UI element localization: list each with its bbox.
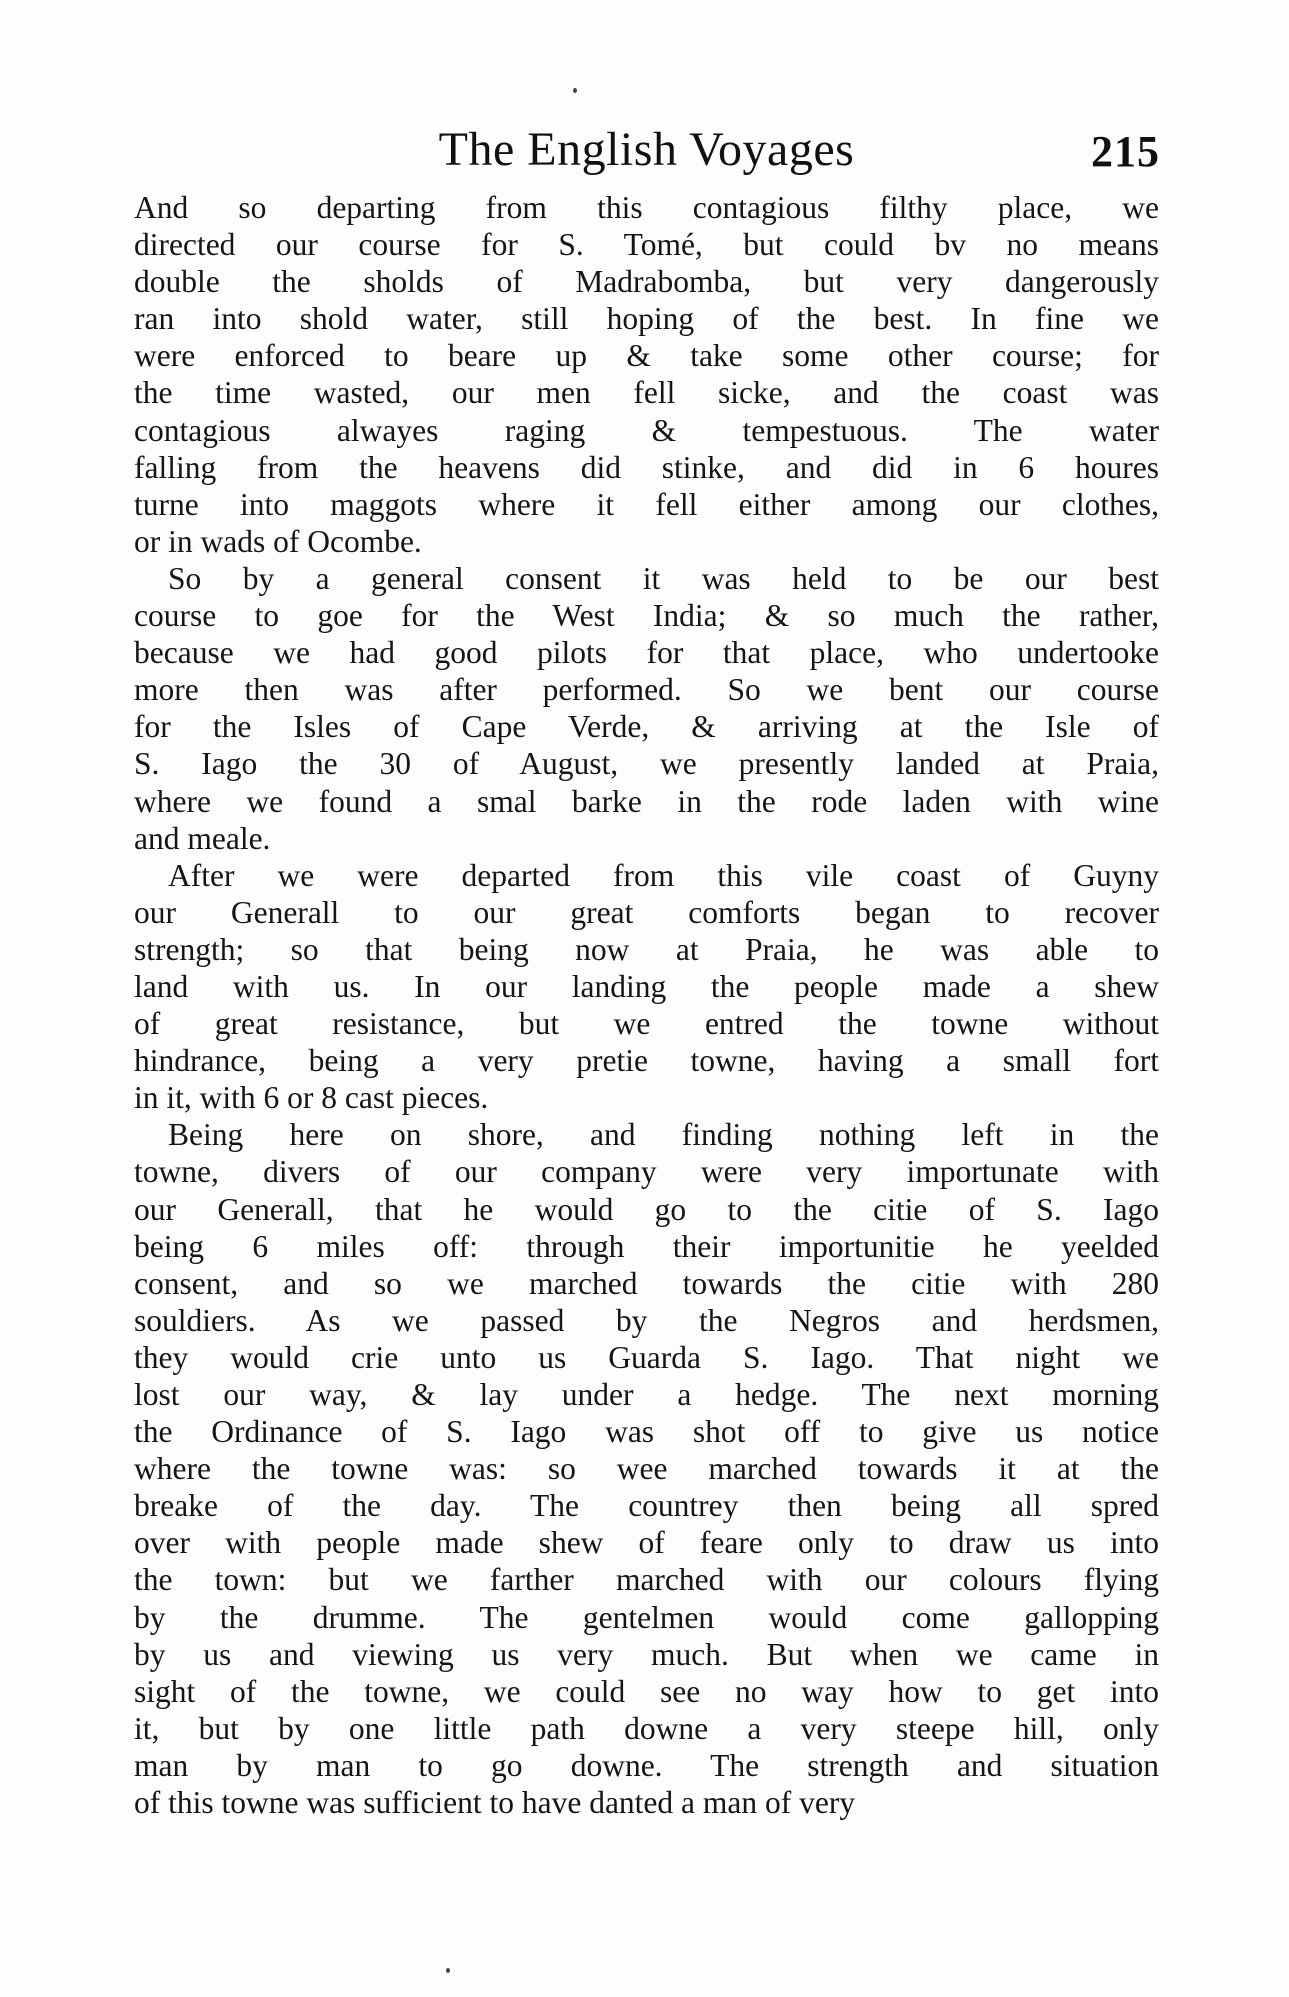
- page-number: 215: [1091, 127, 1160, 176]
- text-line: more then was after performed. So we bent our course: [134, 672, 1159, 708]
- body-text: [134, 189, 1159, 1821]
- paragraph: [134, 857, 1159, 1117]
- text-line: it, but by one little path downe a very steepe hill, only: [134, 1710, 1159, 1746]
- text-line: in it, with 6 or 8 cast pieces.: [134, 1080, 489, 1116]
- text-line: were enforced to beare up & take some other course; for: [134, 338, 1159, 374]
- text-line: over with people made shew of feare only to draw us into: [134, 1525, 1159, 1561]
- text-line: and meale.: [134, 820, 271, 856]
- text-line: for the Isles of Cape Verde, & arriving at the Isle of: [134, 709, 1159, 745]
- text-line: S. Iago the 30 of August, we presently landed at Praia,: [134, 746, 1159, 782]
- page-header: [133, 122, 1160, 184]
- text-line: breake of the day. The countrey then being all spred: [134, 1488, 1159, 1524]
- text-line: falling from the heavens did stinke, and did in 6 houres: [134, 449, 1159, 485]
- text-line: the time wasted, our men fell sicke, and the coast was: [134, 375, 1159, 411]
- text-line: After we were departed from this vile coast of Guyny: [168, 857, 1159, 893]
- text-line: course to goe for the West India; & so much the rather,: [134, 598, 1159, 634]
- text-line: And so departing from this contagious filthy place, we: [134, 190, 1159, 225]
- text-line: souldiers. As we passed by the Negros and herdsmen,: [134, 1302, 1159, 1338]
- text-line: turne into maggots where it fell either among our clothes,: [134, 486, 1159, 522]
- text-line: they would crie unto us Guarda S. Iago. That night we: [134, 1339, 1159, 1375]
- text-line: where the towne was: so wee marched towards it at the: [134, 1451, 1159, 1487]
- text-line: because we had good pilots for that place, who undertooke: [134, 635, 1159, 671]
- text-line: directed our course for S. Tomé, but could bv no means: [134, 227, 1159, 263]
- text-line: double the sholds of Madrabomba, but very dangerously: [134, 264, 1159, 300]
- text-line: towne, divers of our company were very importunate with: [134, 1154, 1159, 1190]
- text-line: man by man to go downe. The strength and situation: [134, 1747, 1159, 1783]
- text-line: sight of the towne, we could see no way how to get into: [134, 1673, 1159, 1709]
- text-line: the Ordinance of S. Iago was shot off to give us notice: [134, 1414, 1159, 1450]
- paragraph: [134, 1116, 1159, 1821]
- text-line: the town: but we farther marched with our colours flying: [134, 1562, 1159, 1598]
- ink-speck-bottom: [446, 1968, 450, 1973]
- text-line: land with us. In our landing the people made a shew: [134, 968, 1159, 1004]
- paragraph: [134, 560, 1159, 857]
- text-line: ran into shold water, still hoping of the best. In fine we: [134, 301, 1159, 337]
- text-line: Being here on shore, and finding nothing left in the: [168, 1117, 1159, 1153]
- text-line: of this towne was sufficient to have danted a man of very: [134, 1785, 856, 1821]
- text-line: So by a general consent it was held to be our best: [168, 560, 1159, 596]
- text-line: our Generall to our great comforts began to recover: [134, 894, 1159, 930]
- text-line: consent, and so we marched towards the citie with 280: [134, 1265, 1159, 1301]
- running-title: The English Voyages: [438, 123, 855, 176]
- text-line: contagious alwayes raging & tempestuous. The water: [134, 412, 1159, 448]
- text-line: being 6 miles off: through their importunitie he yeelded: [134, 1228, 1159, 1264]
- text-line: strength; so that being now at Praia, he was able to: [134, 931, 1159, 967]
- paragraph: [134, 189, 1159, 560]
- text-line: by the drumme. The gentelmen would come gallopping: [134, 1599, 1159, 1635]
- text-line: or in wads of Ocombe.: [134, 523, 422, 559]
- ink-speck-top: [573, 88, 577, 93]
- text-line: by us and viewing us very much. But when we came in: [134, 1636, 1159, 1672]
- text-line: lost our way, & lay under a hedge. The next morning: [134, 1377, 1159, 1412]
- text-line: hindrance, being a very pretie towne, having a small fort: [134, 1043, 1159, 1079]
- text-line: where we found a smal barke in the rode laden with wine: [134, 783, 1159, 819]
- text-line: our Generall, that he would go to the citie of S. Iago: [134, 1191, 1159, 1227]
- text-line: of great resistance, but we entred the towne without: [134, 1006, 1159, 1042]
